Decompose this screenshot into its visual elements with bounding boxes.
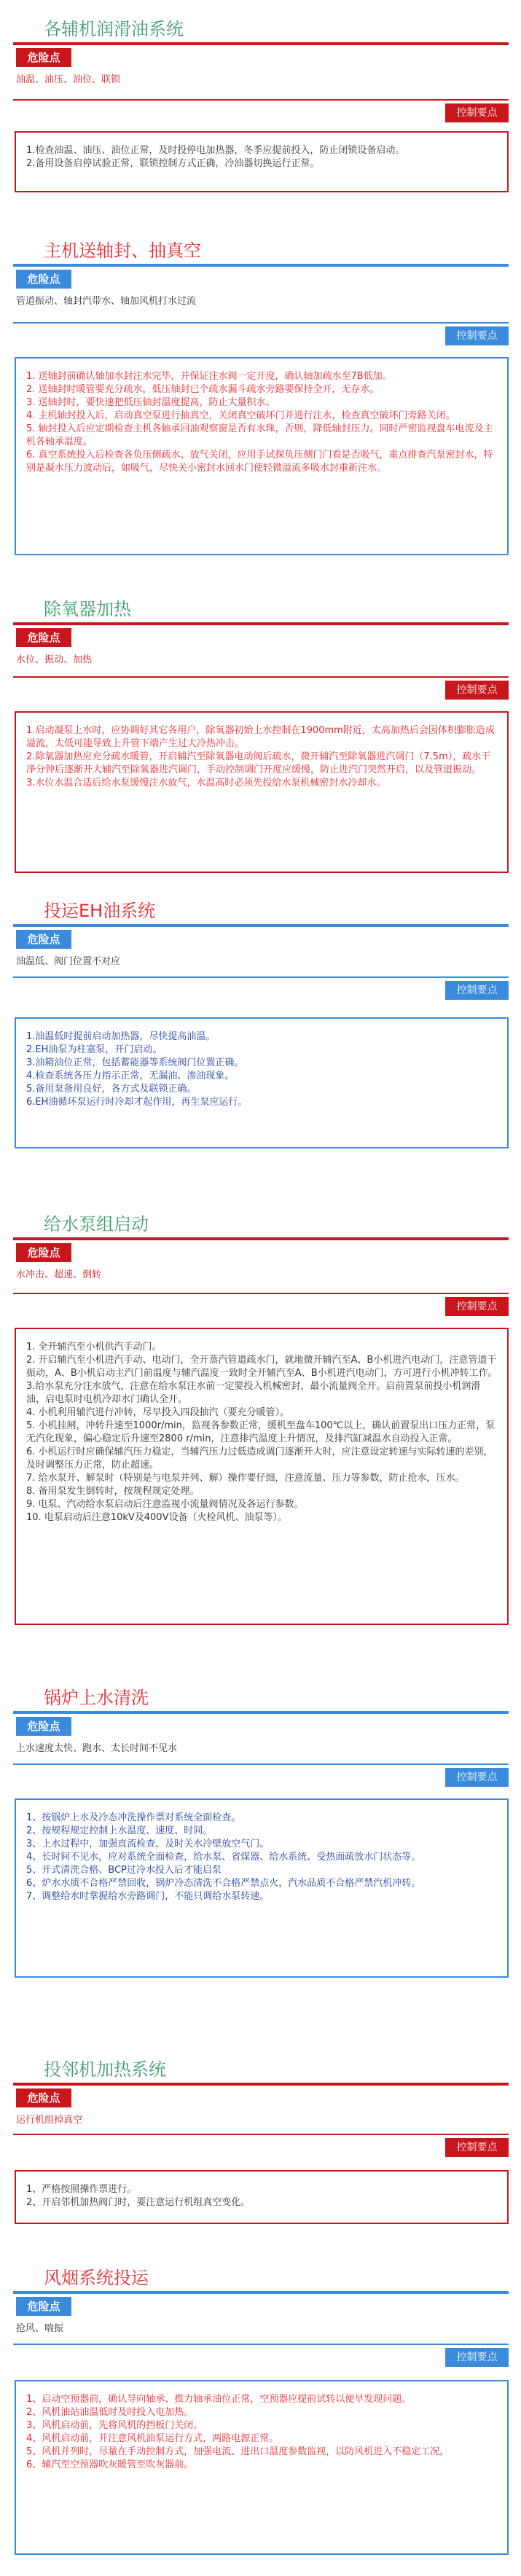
control-badge: 控制要点 bbox=[445, 2138, 509, 2157]
control-badge: 控制要点 bbox=[445, 326, 509, 345]
title-divider bbox=[13, 2291, 509, 2294]
section-divider bbox=[13, 2344, 509, 2345]
list-item: 3.油箱油位正常，包括蓄能器等系统阀门位置正确。 bbox=[26, 1057, 244, 1068]
control-badge: 控制要点 bbox=[445, 103, 509, 122]
list-item: 3、风机启动前，先将风机的挡板门关闭。 bbox=[26, 2420, 203, 2431]
list-item: 4、长时间不见水，应对系统全面检查，给水泵、省煤器、给水系统、受热面疏放水门状态等。 bbox=[26, 1852, 421, 1863]
list-item: 6、辅汽至空预器吹灰暖管至吹灰器前。 bbox=[26, 2459, 194, 2470]
list-item: 2、风机油站油温低时及时投入电加热。 bbox=[26, 2407, 194, 2418]
control-badge: 控制要点 bbox=[445, 1768, 509, 1787]
title-divider bbox=[13, 924, 509, 927]
title-divider bbox=[13, 264, 509, 267]
section-divider bbox=[13, 976, 509, 978]
danger-points: 水冲击、超速、倒转 bbox=[16, 1269, 102, 1280]
list-item: 3. 送轴封时，要快速把低压轴封温度提高，防止大量积水。 bbox=[26, 397, 275, 408]
control-list bbox=[26, 370, 498, 475]
danger-points: 水位、振动、加热 bbox=[16, 654, 93, 665]
control-list bbox=[26, 2393, 498, 2472]
list-item: 9. 电泵、汽动给水泵启动后注意监视小流量阀情况及各运行参数。 bbox=[26, 1499, 304, 1510]
list-item: 10. 电泵启动后注意10kV及400V设备（火检风机、油泵等）。 bbox=[26, 1512, 287, 1523]
list-item: 1.油温低时提前启动加热器，尽快提高油温。 bbox=[26, 1031, 216, 1042]
list-item: 5.备用泵备用良好，各方式及联锁正确。 bbox=[26, 1084, 197, 1095]
danger-points: 抢风、喘振 bbox=[16, 2323, 64, 2334]
section-title: 风烟系统投运 bbox=[44, 2268, 149, 2288]
list-item: 2、按规程规定控制上水温度、速度、时间。 bbox=[26, 1825, 213, 1836]
list-item: 3、上水过程中，加强直流检查，及时关水冷壁放空气门。 bbox=[26, 1839, 270, 1849]
list-item: 2. 送轴封时暖管要充分疏水，低压轴封已个疏水漏斗疏水旁路要保持全开，无存水。 bbox=[26, 384, 380, 395]
list-item: 3.水位水温合适后给水泵缓慢注水放气，水温高时必须先投给水泵机械密封水冷却水。 bbox=[26, 778, 386, 788]
danger-points: 运行机组掉真空 bbox=[16, 2115, 83, 2126]
danger-badge: 危险点 bbox=[16, 1243, 71, 1262]
title-divider bbox=[13, 1711, 509, 1714]
danger-points: 油温、油压、油位、联锁 bbox=[16, 74, 121, 85]
control-box bbox=[15, 1328, 509, 1625]
list-item: 3.给水泵充分注水放气，注意在给水泵注水前一定要投入机械密封，最小流量阀全开。启前置泵前投小机润滑油，启电泵时电机冷却水门确认全开。 bbox=[26, 1381, 481, 1405]
control-box bbox=[15, 131, 509, 192]
list-item: 5、开式清洗合格、BCP过冷水投入后才能启泵 bbox=[26, 1865, 222, 1876]
list-item: 1、严格按照操作票进行。 bbox=[26, 2184, 137, 2195]
control-box bbox=[15, 1798, 509, 1978]
section-title: 给水泵组启动 bbox=[44, 1214, 149, 1234]
section-title: 锅炉上水清洗 bbox=[44, 1688, 149, 1708]
section-title: 投运EH油系统 bbox=[44, 901, 156, 921]
list-item: 6. 真空系统投入后检查各负压侧疏水、放气关闭，应用手试探负压侧门门看是否吸气，重点排查汽泵密封水，特别是凝水压力波动后，如吸气，尽快关小密封水回水门使轻微溢流多吸水封重新注水。 bbox=[26, 450, 493, 474]
section-divider bbox=[13, 322, 509, 324]
danger-badge: 危险点 bbox=[16, 930, 71, 949]
title-divider bbox=[13, 622, 509, 625]
control-box bbox=[15, 357, 509, 555]
control-badge: 控制要点 bbox=[445, 1297, 509, 1316]
list-item: 8. 备用泵发生倒转时，按规程规定处理。 bbox=[26, 1486, 200, 1497]
section-title: 各辅机润滑油系统 bbox=[44, 19, 184, 39]
control-badge: 控制要点 bbox=[445, 681, 509, 700]
list-item: 6.EH油循环泵运行时冷却才起作用，再生泵应运行。 bbox=[26, 1097, 248, 1108]
section-divider bbox=[13, 676, 509, 678]
danger-points: 油温低、阀门位置不对应 bbox=[16, 956, 121, 967]
danger-badge: 危险点 bbox=[16, 2088, 71, 2107]
list-item: 2.备用设备启停试验正常，联锁控制方式正确，冷油器切换运行正常。 bbox=[26, 158, 320, 169]
title-divider bbox=[13, 42, 509, 45]
list-item: 5. 轴封投入后应定期检查主机各轴承回油观察窗是否有水珠，否则，降低轴封压力。同时严密监视盘车电流及主机各轴承温度。 bbox=[26, 423, 493, 447]
control-list bbox=[26, 1030, 498, 1109]
list-item: 5. 小机挂闸，冲转升速至1000r/min，监视各参数正常，缓机至盘车100℃以上，确认前置泵出口压力正常，泵无汽化现象，偏心稳定后升速至2800 r/min，注意排汽温度上升情况，及排汽缸减温水自动投入正常。 bbox=[26, 1420, 495, 1444]
danger-points: 上水速度太快、跑水、太长时间不见水 bbox=[16, 1743, 178, 1754]
list-item: 1.启动凝泵上水时，应协调好其它各用户，除氧器初始上水控制在1900mm附近，太高加热后会因体积膨胀造成溢流，太低可能导致上升管下端产生过大冷热冲击。 bbox=[26, 725, 495, 749]
section-divider bbox=[13, 1763, 509, 1765]
danger-badge: 危险点 bbox=[16, 1717, 71, 1736]
title-divider bbox=[13, 1237, 509, 1240]
section-title: 主机送轴封、抽真空 bbox=[44, 240, 201, 261]
list-item: 4. 主机轴封投入后，启动真空泵进行抽真空，关闭真空破坏门并进行注水，检查真空破坏门旁路关闭。 bbox=[26, 410, 455, 421]
list-item: 5、风机并列时，尽量在手动控制方式，加强电流、进出口温度参数监视，以防风机进入不稳定工况。 bbox=[26, 2446, 450, 2457]
control-badge: 控制要点 bbox=[445, 981, 509, 1000]
section-divider bbox=[13, 99, 509, 101]
list-item: 4、风机启动前，并注意风机油泵运行方式，两路电源正常。 bbox=[26, 2433, 279, 2444]
danger-points: 管道振动、轴封汽带水、轴加风机打水过流 bbox=[16, 296, 197, 307]
section-title: 除氧器加热 bbox=[44, 599, 131, 619]
danger-badge: 危险点 bbox=[16, 628, 71, 647]
danger-badge: 危险点 bbox=[16, 2297, 71, 2316]
control-list bbox=[26, 1341, 498, 1524]
danger-badge: 危险点 bbox=[16, 48, 71, 67]
title-divider bbox=[13, 2083, 509, 2086]
list-item: 1. 全开辅汽至小机供汽手动门。 bbox=[26, 1342, 162, 1352]
control-list bbox=[26, 144, 498, 171]
list-item: 7. 给水泵开、解泵时（特别是与电泵并列、解）操作要仔细，注意流量、压力等参数，防止抢水，压水。 bbox=[26, 1473, 465, 1484]
list-item: 2.除氧器加热应充分疏水暖管，开启辅汽至除氧器电动阀后疏水，微开辅汽至除氧器进汽调门（7.5m），疏水干净分钟后逐渐开大辅汽至除氧器进汽调门，手动控制调门开度应缓慢，防止进汽门突然开启，以及管道振动。 bbox=[26, 751, 491, 775]
list-item: 6、炉水水质不合格严禁回收，锅炉冷态清洗不合格严禁点火，汽水品质不合格严禁汽机冲转。 bbox=[26, 1878, 421, 1889]
list-item: 1.检查油温、油压、油位正常，及时投停电加热器，冬季应提前投入，防止闭锁设备启动。 bbox=[26, 145, 405, 156]
list-item: 6. 小机运行时应确保辅汽压力稳定，当辅汽压力过低造成调门逐渐开大时，应注意设定转速与实际转速的差别，及时调整压力正常，防止超速。 bbox=[26, 1446, 493, 1471]
list-item: 1. 送轴封前确认轴加水封注水完毕，并保证注水阀一定开度，确认轴加疏水至7B低加。 bbox=[26, 371, 392, 382]
control-box bbox=[15, 711, 509, 873]
list-item: 2、开启邻机加热阀门时，要注意运行机组真空变化。 bbox=[26, 2197, 251, 2208]
section-divider bbox=[13, 1293, 509, 1294]
list-item: 4.检查系统各压力指示正常，无漏油、渗油现象。 bbox=[26, 1070, 235, 1081]
section-divider bbox=[13, 2134, 509, 2135]
list-item: 2.EH油泵为柱塞泵，开门启动。 bbox=[26, 1044, 162, 1055]
control-list bbox=[26, 2183, 498, 2209]
control-box bbox=[15, 2170, 509, 2224]
section-title: 投邻机加热系统 bbox=[44, 2059, 166, 2080]
list-item: 1、按锅炉上水及冷态冲洗操作票对系统全面检查。 bbox=[26, 1812, 241, 1823]
list-item: 2. 开启辅汽至小机进汽手动、电动门，全开蒸汽管道疏水门，就地微开辅汽至A、B小机进汽电动门，注意管道干振动，A、B小机启动主汽门前温度与辅汽温度一致时全开辅汽至A、B小机进汽电动门，方可进行小机冲转工作。 bbox=[26, 1355, 498, 1379]
control-box bbox=[15, 1017, 509, 1148]
list-item: 7、调整给水时掌握给水旁路调门，不能只调给水泵转速。 bbox=[26, 1891, 270, 1902]
list-item: 1、启动空预器前，确认导向轴承、推力轴承油位正常，空预器应提前试转以便早发现问题。 bbox=[26, 2394, 412, 2405]
danger-badge: 危险点 bbox=[16, 270, 71, 289]
list-item: 4. 小机利用辅汽进行冲转，尽早投入四段抽汽（要充分暖管）。 bbox=[26, 1407, 290, 1418]
control-badge: 控制要点 bbox=[445, 2348, 509, 2367]
control-box bbox=[15, 2380, 509, 2555]
control-list bbox=[26, 1812, 498, 1903]
control-list bbox=[26, 724, 498, 790]
